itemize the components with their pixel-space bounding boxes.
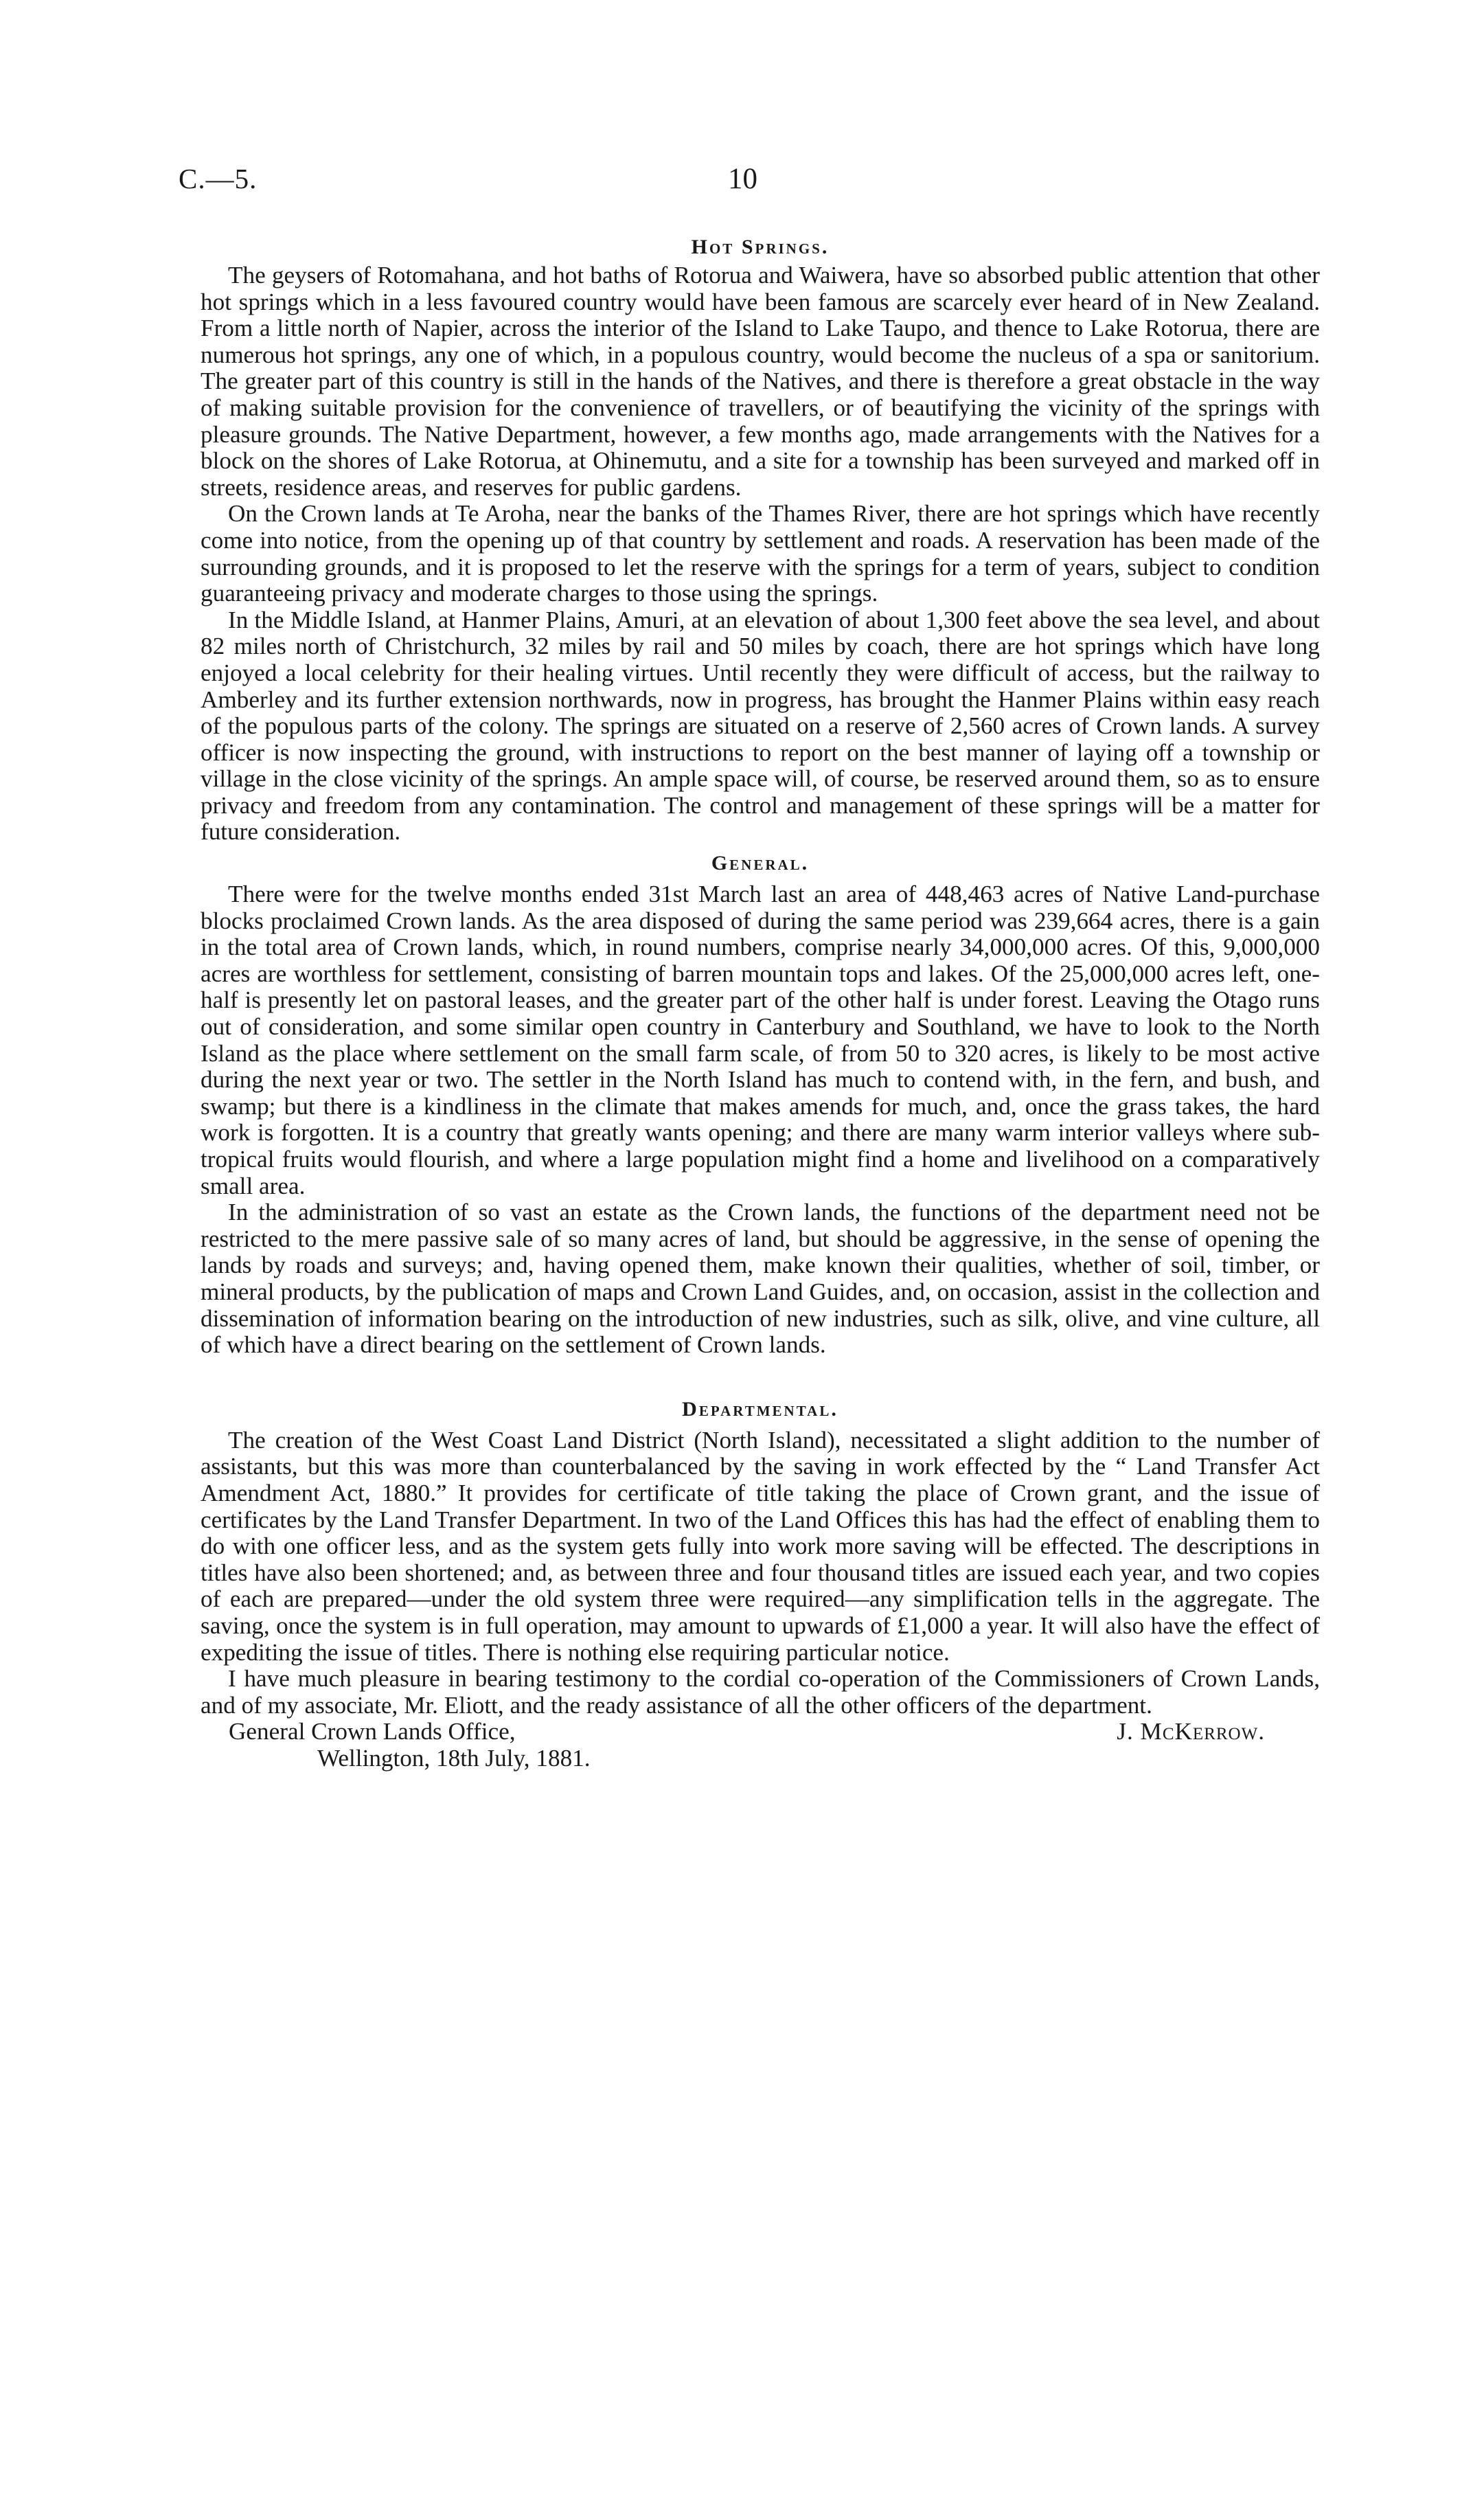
paragraph: There were for the twelve months ended 31st March last an area of 448,463 acres of Native Land-purchase blocks proclaimed Crown lands. As the area disposed of during the same period was 239,664 acres, there is a gain in the total area of Crown lands, which, in round numbers, comprise nearly 34,000,000 acres. Of this, 9,000,000 acres are worthless for settlement, consisting of barren mountain tops and lakes. Of the 25,000,000 acres left, one-half is presently let on pastoral leases, and the greater part of the other half is under forest. Leaving the Otago runs out of consideration, and some similar open country in Canterbury and Southland, we have to look to the North Island as the place where settlement on the small farm scale, of from 50 to 320 acres, is likely to be most active during the next year or two. The settler in the North Island has much to contend with, in the fern, and bush, and swamp; but there is a kindliness in the climate that makes amends for much, and, once the grass takes, the hard work is forgotten. It is a country that greatly wants opening; and there are many warm interior valleys where sub-tropical fruits would flourish, and where a large population might find a home and livelihood on a comparatively small area. xyxy=(201,881,1320,1199)
section-heading-hot-springs: Hot Springs. xyxy=(691,236,830,258)
section-heading-departmental: Departmental. xyxy=(682,1397,838,1421)
paragraph: I have much pleasure in bearing testimony to the cordial co-operation of the Commissioners of Crown Lands, and of my associate, Mr. Eliott, and the ready assistance of all the other officers of the department. xyxy=(201,1665,1320,1719)
signoff-block xyxy=(201,1719,1320,1774)
paragraph: In the Middle Island, at Hanmer Plains, Amuri, at an elevation of about 1,300 feet above the sea level, and about 82 miles north of Christchurch, 32 miles by rail and 50 miles by coach, there are hot springs which have long enjoyed a local celebrity for their healing virtues. Until recently they were difficult of access, but the railway to Amberley and its further extension northwards, now in progress, has brought the Hanmer Plains within easy reach of the populous parts of the colony. The springs are situated on a reserve of 2,560 acres of Crown lands. A survey officer is now inspecting the ground, with instructions to report on the best manner of laying off a township or village in the close vicinity of the springs. An ample space will, of course, be reserved around them, so as to ensure privacy and freedom from any contamination. The control and management of these springs will be a matter for future consideration. xyxy=(201,606,1320,846)
document-reference: C.—5. xyxy=(179,163,258,194)
paragraph: On the Crown lands at Te Aroha, near the banks of the Thames River, there are hot springs which have recently come into notice, from the opening up of that country by settlement and roads. A reservation has been made of the surrounding grounds, and it is proposed to let the reserve with the springs for a term of years, subject to condition guaranteeing privacy and moderate charges to those using the springs. xyxy=(201,500,1320,607)
paragraph: The creation of the West Coast Land District (North Island), necessitated a slight addition to the number of assistants, but this was more than counterbalanced by the saving in work effected by the “ Land Transfer Act Amendment Act, 1880.” It provides for certificate of title taking the place of Crown grant, and the issue of certificates by the Land Transfer Department. In two of the Land Offices this has had the effect of enabling them to do with one officer less, and as the system gets fully into work more saving will be effected. The descriptions in titles have also been shortened; and, as between three and four thousand titles are issued each year, and two copies of each are prepared—under the old system three were required—any simplification tells in the aggregate. The saving, once the system is in full operation, may amount to upwards of £1,000 a year. It will also have the effect of expediting the issue of titles. There is nothing else requiring particular notice. xyxy=(201,1426,1320,1666)
paragraph: The geysers of Rotomahana, and hot baths of Rotorua and Waiwera, have so absorbed public attention that other hot springs which in a less favoured country would have been famous are scarcely ever heard of in New Zealand. From a little north of Napier, across the interior of the Island to Lake Taupo, and thence to Lake Rotorua, there are numerous hot springs, any one of which, in a populous country, would become the nucleus of a spa or sanitorium. The greater part of this country is still in the hands of the Natives, and there is therefore a great obstacle in the way of making suitable provision for the convenience of travellers, or of beautifying the vicinity of the springs with pleasure grounds. The Native Department, however, a few months ago, made arrangements with the Natives for a block on the shores of Lake Rotorua, at Ohinemutu, and a site for a township has been surveyed and marked off in streets, residence areas, and reserves for public gardens. xyxy=(201,262,1320,501)
office-name: General Crown Lands Office, xyxy=(229,1718,516,1745)
page-number: 10 xyxy=(728,163,757,195)
section-heading-general: General. xyxy=(711,852,810,875)
paragraph: In the administration of so vast an estate as the Crown lands, the functions of the department need not be restricted to the mere passive sale of so many acres of land, but should be aggressive, in the sense of opening the lands by roads and surveys; and, having opened them, make known their qualities, whether of soil, timber, or mineral products, by the publication of maps and Crown Land Guides, and, on occasion, assist in the collection and dissemination of information bearing on the introduction of new industries, such as silk, olive, and vine culture, all of which have a direct bearing on the settlement of Crown lands. xyxy=(201,1199,1320,1359)
signature: J. McKerrow. xyxy=(1117,1718,1265,1745)
section-departmental xyxy=(201,1394,1320,1719)
document-body xyxy=(201,232,1320,1774)
section-hot-springs xyxy=(201,232,1320,846)
section-general xyxy=(201,848,1320,1359)
place-and-date: Wellington, 18th July, 1881. xyxy=(317,1745,591,1772)
